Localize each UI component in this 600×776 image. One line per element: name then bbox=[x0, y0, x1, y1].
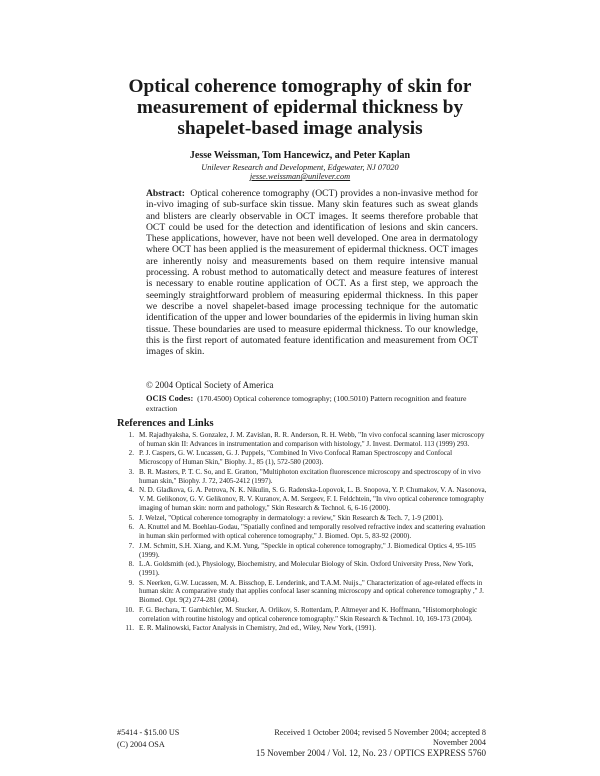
reference-number: 4. bbox=[128, 486, 134, 495]
copyright-notice: © 2004 Optical Society of America bbox=[146, 380, 274, 390]
reference-item bbox=[117, 449, 487, 466]
reference-text: F. G. Bechara, T. Gambichler, M. Stucker, A. Orlikov, S. Rotterdam, P. Altmeyer and K. Hoffmann, "Histomorphologic correlation with routine histology and optical coherence tomography." Skin Research & Technol. 10, 169-173 (2004). bbox=[139, 605, 478, 623]
abstract-label: Abstract: bbox=[146, 188, 185, 199]
reference-number: 10. bbox=[125, 605, 134, 614]
reference-item bbox=[117, 468, 487, 485]
reference-item bbox=[117, 542, 487, 559]
reference-number: 8. bbox=[128, 560, 134, 569]
footer-copyright: (C) 2004 OSA bbox=[117, 739, 165, 749]
email-link[interactable]: jesse.weissman@unilever.com bbox=[249, 172, 351, 181]
reference-text: B. R. Masters, P. T. C. So, and E. Gratton, "Multiphoton excitation fluorescence microscopy and spectroscopy of in vivo human skin," Biophy. J. 72, 2405-2412 (1997). bbox=[139, 467, 481, 485]
reference-text: J. Welzel, "Optical coherence tomography in dermatology: a review," Skin Research & Tech. 7, 1-9 (2001). bbox=[139, 513, 444, 522]
footer-left bbox=[117, 728, 179, 749]
references-heading: References and Links bbox=[117, 418, 214, 429]
ocis-codes bbox=[146, 394, 478, 413]
reference-text: L.A. Goldsmith (ed.), Physiology, Biochemistry, and Molecular Biology of Skin. Oxford University Press, New York, (1991). bbox=[139, 560, 474, 577]
reference-text: P. J. Caspers, G. W. Lucassen, G. J. Puppels, "Combined In Vivo Confocal Raman Spectroscopy and Confocal Microscopy of Human Skin," Biophy. J., 85 (1), 572-580 (2003). bbox=[139, 449, 453, 467]
reference-item bbox=[117, 624, 487, 633]
affiliation: Unilever Research and Development, Edgewater, NJ 07020 bbox=[201, 163, 399, 172]
abstract-text: Optical coherence tomography (OCT) provides a non-invasive method for in-vivo imaging of sub-surface skin tissue. Many skin features such as sweat glands and blisters are clearly observable in OCT images. It seems therefore probable that OCT could be used for the detection and identification of lesions and skin cancers. These applications, however, have not been well developed. One area in dermatology where OCT has been applied is the measurement of epidermal thickness. OCT images are inherently noisy and measurements based on them require intensive manual processing. A robust method to automatically detect and measure features of interest is necessary to enable routine application of OCT. As a first step, we approach the seemingly straightforward problem of measuring epidermal thickness. In this paper we describe a novel shapelet-based image processing technique for the automatic identification of the upper and lower boundaries of the epidermis in living human skin tissue. These boundaries are used to measure epidermal thickness. To our knowledge, this is the first report of automated feature identification and measurement from OCT images of skin. bbox=[146, 188, 479, 358]
reference-number: 3. bbox=[128, 467, 134, 476]
footer-dates: Received 1 October 2004; revised 5 November 2004; accepted 8 November 2004 bbox=[274, 728, 486, 747]
reference-number: 6. bbox=[128, 523, 134, 532]
reference-item bbox=[117, 560, 487, 577]
footer-journal-info: 15 November 2004 / Vol. 12, No. 23 / OPTICS EXPRESS 5760 bbox=[255, 748, 486, 758]
reference-text: N. D. Gladkova, G. A. Petrova, N. K. Nikulin, S. G. Radenska-Lopovok, L. B. Snopova, Y. P. Chumakov, V. A. Nasonova, V. M. Gelikonov, G. V. Gelikonov, R. V. Kuranov, A. M. Sergeev, F. I. Feldchtein, "In vivo optical coherence tomography imaging of human skin: norm and pathology," Skin Research & Technol. 6, 6-16 (2000). bbox=[139, 486, 487, 512]
ocis-text: (170.4500) Optical coherence tomography; (100.5010) Pattern recognition and feature extraction bbox=[146, 394, 467, 413]
footer-price: #5414 - $15.00 US bbox=[117, 728, 180, 737]
reference-text: A. Knuttel and M. Boehlau-Godau, "Spatially confined and temporally resolved refractive index and scattering evaluation in human skin performed with optical coherence tomography," J. Biomed. Opt. 5, 83-92 (2000). bbox=[139, 523, 486, 541]
reference-text: S. Neerken, G.W. Lucassen, M. A. Bisschop, E. Lenderink, and T.A.M. Nuijs.," Characterization of age-related effects in human skin: A comparative study that applies confocal laser scanning microscopy and optical coherence tomography ," J. Biomed. Opt. 9(2) 274-281 (2004). bbox=[139, 578, 484, 605]
reference-item bbox=[117, 579, 487, 605]
reference-number: 9. bbox=[128, 578, 134, 587]
reference-item bbox=[117, 523, 487, 540]
reference-text: E. R. Malinowski, Factor Analysis in Chemistry, 2nd ed., Wiley, New York, (1991). bbox=[139, 624, 377, 633]
reference-text: J.M. Schmitt, S.H. Xiang, and K.M. Yung, "Speckle in optical coherence tomography," J. Biomedical Optics 4, 95-105 (1999). bbox=[139, 541, 476, 559]
author-email[interactable] bbox=[100, 172, 500, 182]
reference-number: 5. bbox=[128, 513, 134, 522]
ocis-label: OCIS Codes: bbox=[146, 394, 194, 403]
paper-title: Optical coherence tomography of skin for measurement of epidermal thickness by shapelet-based image analysis bbox=[128, 76, 472, 139]
footer-right bbox=[252, 728, 486, 759]
reference-item bbox=[117, 431, 487, 448]
author-list: Jesse Weissman, Tom Hancewicz, and Peter Kaplan bbox=[189, 150, 411, 161]
reference-item bbox=[117, 606, 487, 623]
reference-item bbox=[117, 486, 487, 512]
reference-list bbox=[117, 431, 487, 634]
reference-number: 11. bbox=[125, 624, 134, 633]
reference-item bbox=[117, 514, 487, 523]
reference-number: 2. bbox=[128, 449, 134, 458]
reference-number: 7. bbox=[128, 541, 134, 550]
reference-text: M. Rajadhyaksha, S. Gonzalez, J. M. Zavislan, R. R. Anderson, R. H. Webb, "In vivo confocal scanning laser microscopy of human skin II: Advances in instrumentation and comparison with histology," J. Invest. Dermatol. 113 (1999) 293. bbox=[139, 431, 485, 448]
reference-number: 1. bbox=[128, 431, 134, 439]
abstract bbox=[146, 188, 478, 357]
